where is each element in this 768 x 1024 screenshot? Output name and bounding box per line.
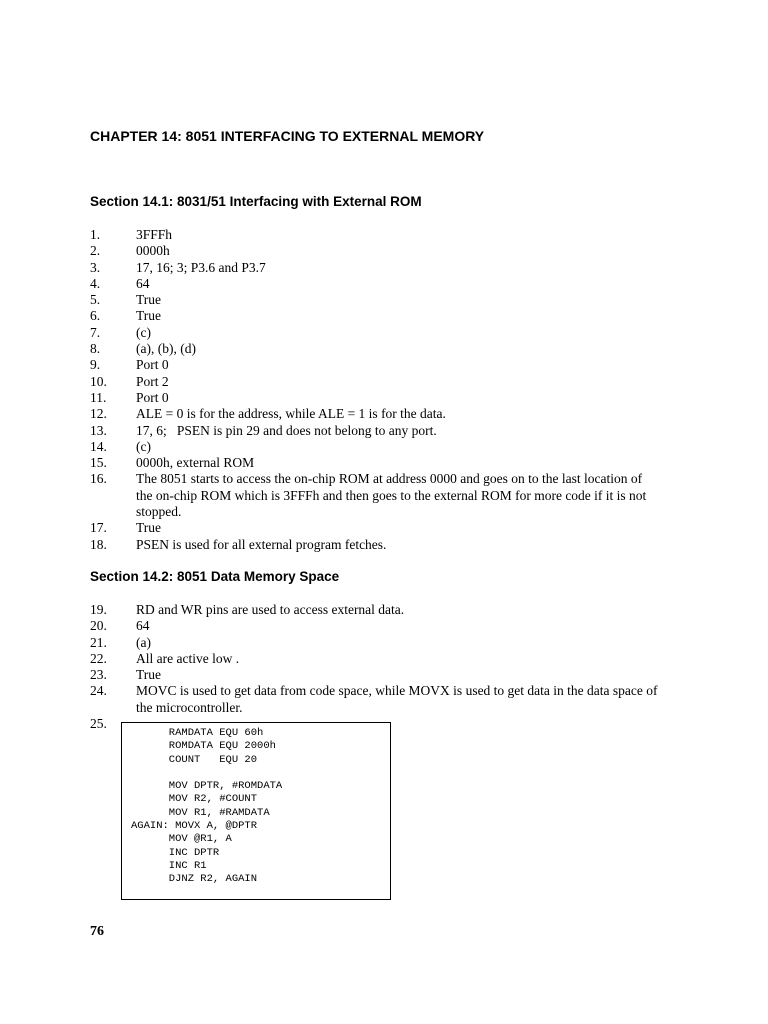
item-number: 24.	[90, 683, 107, 699]
list-item	[90, 683, 690, 716]
item-number: 17.	[90, 520, 107, 536]
item-answer: Port 2	[136, 373, 169, 389]
item-answer: 17, 16; 3; P3.6 and P3.7	[136, 259, 266, 275]
item-answer: 3FFFh	[136, 227, 173, 242]
item-number: 7.	[90, 324, 101, 340]
item-number: 19.	[90, 602, 107, 617]
page-number: 76	[90, 924, 104, 939]
item-answer: 64	[136, 618, 150, 634]
item-number: 10.	[90, 373, 107, 389]
item-answer: MOVC is used to get data from code space, while MOVX is used to get data in the data space of the microcontroller.	[136, 683, 658, 715]
item-answer: Port 0	[136, 389, 169, 405]
list-item	[90, 227, 690, 243]
list-item	[90, 471, 690, 520]
list-item	[90, 618, 690, 634]
item-number: 14.	[90, 438, 107, 454]
list-item	[90, 406, 690, 422]
list-item	[90, 325, 690, 341]
list-item	[90, 651, 690, 667]
list-item	[90, 667, 690, 683]
answer-list-section-14-1	[90, 227, 690, 553]
item-number: 12.	[90, 406, 107, 422]
item-answer: (c)	[136, 438, 151, 454]
list-item	[90, 243, 690, 259]
list-item	[90, 374, 690, 390]
list-item	[90, 635, 690, 651]
item-answer: 64	[136, 275, 150, 291]
item-answer: The 8051 starts to access the on-chip ROM at address 0000 and goes on to the last location of the on-chip ROM which is 3FFFh and then goes to the external ROM for more code if it is not stopped.	[136, 471, 647, 520]
item-number: 4.	[90, 275, 101, 291]
item-answer: 0000h	[136, 243, 170, 259]
list-item	[90, 520, 690, 536]
list-item	[90, 341, 690, 357]
item-answer: True	[136, 308, 162, 324]
item-number: 21.	[90, 634, 107, 650]
list-item	[90, 423, 690, 439]
item-number: 16.	[90, 471, 107, 487]
item-answer: ALE = 0 is for the address, while ALE = 1 is for the data.	[136, 406, 446, 422]
item-number: 8.	[90, 341, 101, 357]
item-number: 13.	[90, 422, 107, 438]
item-number: 9.	[90, 357, 101, 373]
item-answer: True	[136, 520, 162, 536]
assembly-code-block: RAMDATA EQU 60h ROMDATA EQU 2000h COUNT EQU 20 MOV DPTR, #ROMDATA MOV R2, #COUNT MOV R1, #RAMDATA AGAIN: MOVX A, @DPTR MOV @R1, A INC DPTR INC R1 DJNZ R2, AGAIN	[131, 727, 283, 886]
list-item	[90, 260, 690, 276]
item-number: 23.	[90, 667, 107, 683]
list-item	[90, 308, 690, 324]
list-item	[90, 276, 690, 292]
item-number: 20.	[90, 618, 107, 634]
item-number: 18.	[90, 536, 107, 552]
item-answer: All are active low .	[136, 650, 240, 666]
list-item	[90, 390, 690, 406]
list-item	[90, 455, 690, 471]
list-item	[90, 357, 690, 373]
list-item	[90, 292, 690, 308]
code-box	[121, 722, 391, 900]
item-answer: PSEN is used for all external program fetches.	[136, 536, 387, 552]
chapter-title: CHAPTER 14: 8051 INTERFACING TO EXTERNAL MEMORY	[90, 128, 485, 144]
item-answer: True	[136, 667, 162, 683]
item-number: 1.	[90, 227, 101, 242]
list-item	[90, 537, 690, 553]
item-number: 2.	[90, 243, 101, 259]
item-answer: (a)	[136, 634, 151, 650]
item-answer: 17, 6; PSEN is pin 29 and does not belong to any port.	[136, 422, 437, 438]
item-number: 22.	[90, 650, 107, 666]
item-answer: (a), (b), (d)	[136, 341, 196, 357]
item-number: 6.	[90, 308, 101, 324]
item-answer: (c)	[136, 324, 151, 340]
item-answer: Port 0	[136, 357, 169, 373]
code-item-number: 25.	[90, 716, 107, 731]
section-heading-14-2: Section 14.2: 8051 Data Memory Space	[90, 569, 340, 584]
item-number: 15.	[90, 455, 107, 471]
item-answer: RD and WR pins are used to access external data.	[136, 602, 405, 617]
section-heading-14-1: Section 14.1: 8031/51 Interfacing with External ROM	[90, 194, 422, 209]
item-number: 11.	[90, 389, 107, 405]
item-number: 3.	[90, 259, 101, 275]
item-answer: 0000h, external ROM	[136, 455, 255, 471]
answer-list-section-14-2	[90, 602, 690, 716]
list-item	[90, 602, 690, 618]
item-answer: True	[136, 292, 162, 308]
list-item	[90, 439, 690, 455]
item-number: 5.	[90, 292, 101, 308]
